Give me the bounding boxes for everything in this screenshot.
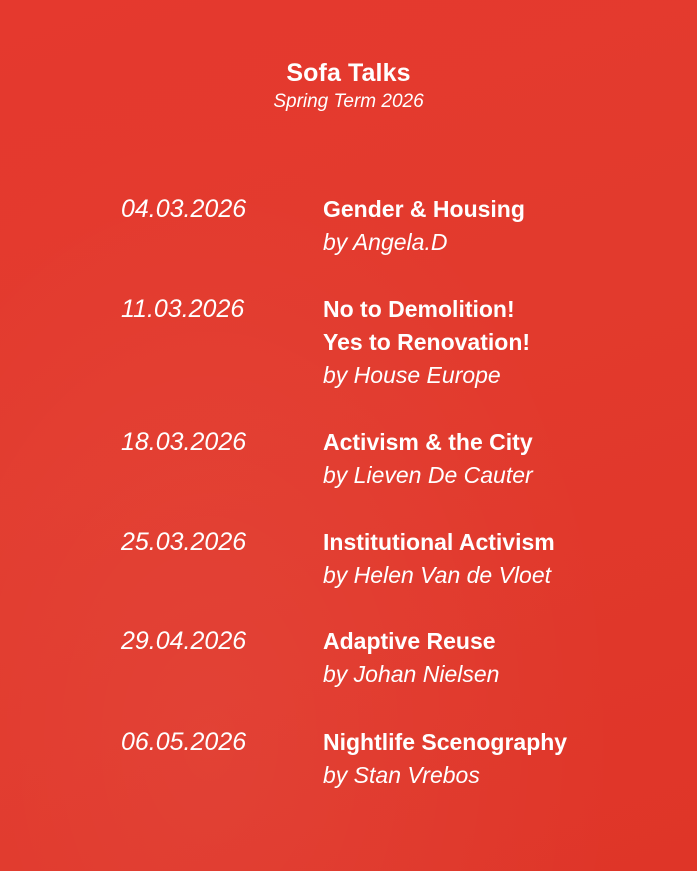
event-title: No to Demolition! <box>323 296 515 322</box>
event-title: Activism & the City <box>323 429 533 455</box>
event-speaker: by Angela.D <box>323 229 448 255</box>
event-speaker: by Johan Nielsen <box>323 661 500 687</box>
event-title: Institutional Activism <box>323 529 555 555</box>
event-date: 06.05.2026 <box>121 728 247 756</box>
event-date: 18.03.2026 <box>121 428 247 456</box>
event-speaker: by Lieven De Cauter <box>323 462 533 488</box>
event-date: 25.03.2026 <box>121 528 247 556</box>
event-speaker: by House Europe <box>323 362 501 388</box>
event-info <box>323 726 683 792</box>
event-info <box>323 293 683 392</box>
event-title-line-2: Yes to Renovation! <box>323 329 531 355</box>
event-title: Adaptive Reuse <box>323 628 496 654</box>
event-date: 11.03.2026 <box>121 295 245 323</box>
event-info <box>323 426 683 492</box>
event-info <box>323 526 683 592</box>
poster-header <box>0 58 697 114</box>
event-info <box>323 193 683 259</box>
event-title: Gender & Housing <box>323 196 525 222</box>
event-date: 29.04.2026 <box>121 627 247 655</box>
event-title: Nightlife Scenography <box>323 729 568 755</box>
page-title: Sofa Talks <box>286 59 411 87</box>
page-subtitle: Spring Term 2026 <box>273 91 424 112</box>
event-info <box>323 625 683 691</box>
event-date: 04.03.2026 <box>121 195 247 223</box>
event-speaker: by Stan Vrebos <box>323 762 480 788</box>
event-speaker: by Helen Van de Vloet <box>323 562 552 588</box>
